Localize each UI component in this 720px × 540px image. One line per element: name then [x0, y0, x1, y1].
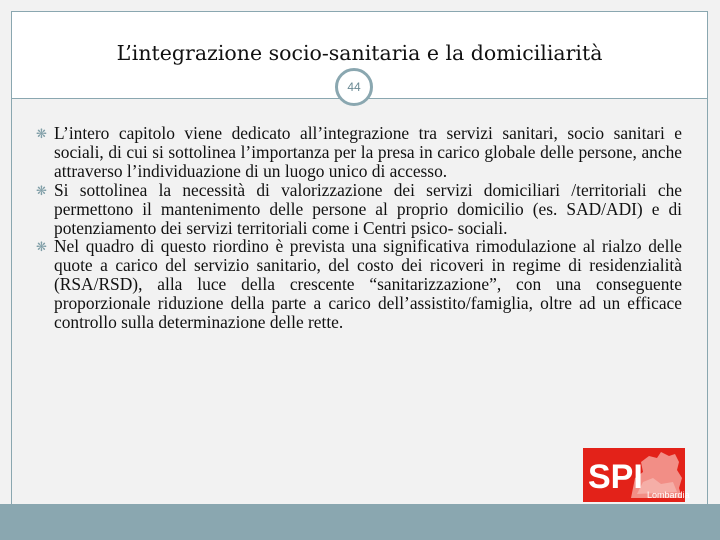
bullet-text: L’intero capitolo viene dedicato all’integrazione tra servizi sanitari, socio sanitari e sociali, di cui si sottolinea l’importanza per la presa in carico globale delle persone, anche attraverso l’individuazione di un luogo unico di accesso.	[54, 123, 682, 181]
slide-title: L’integrazione socio-sanitaria e la domiciliarità	[116, 41, 603, 65]
bullet-icon: ❋	[36, 239, 47, 255]
bullet-icon: ❋	[36, 126, 47, 141]
logo-region-text: Lombardia	[647, 490, 690, 500]
bullet-list	[36, 124, 682, 332]
spi-lombardia-logo	[583, 448, 690, 502]
bullet-text: Nel quadro di questo riordino è prevista una significativa rimodulazione al rialzo delle quote a carico del servizio sanitario, del costo dei ricoveri in regime di residenzialità (RSA/RSD), alla luce della crescente “sanitarizzazione”, con una conseguente proporzionale riduzione della parte a carico dell’assistito/famiglia, oltre ad un efficace controllo sulla determinazione delle rette.	[54, 236, 682, 333]
logo-graphic	[583, 448, 690, 502]
bullet-icon: ❋	[36, 182, 47, 198]
bullet-item	[36, 237, 682, 332]
bullet-item	[36, 181, 682, 238]
page-number-badge: 44	[335, 68, 373, 106]
bullet-text: Si sottolinea la necessità di valorizzazione dei servizi domiciliari /territoriali che permettono il mantenimento delle persone al proprio domicilio (es. SAD/ADI) e di potenziamento dei servizi territoriali come i Centri psico- sociali.	[54, 179, 682, 238]
footer-bar	[0, 504, 720, 540]
bullet-item	[36, 124, 682, 181]
logo-brand-text: SPI	[588, 458, 643, 496]
